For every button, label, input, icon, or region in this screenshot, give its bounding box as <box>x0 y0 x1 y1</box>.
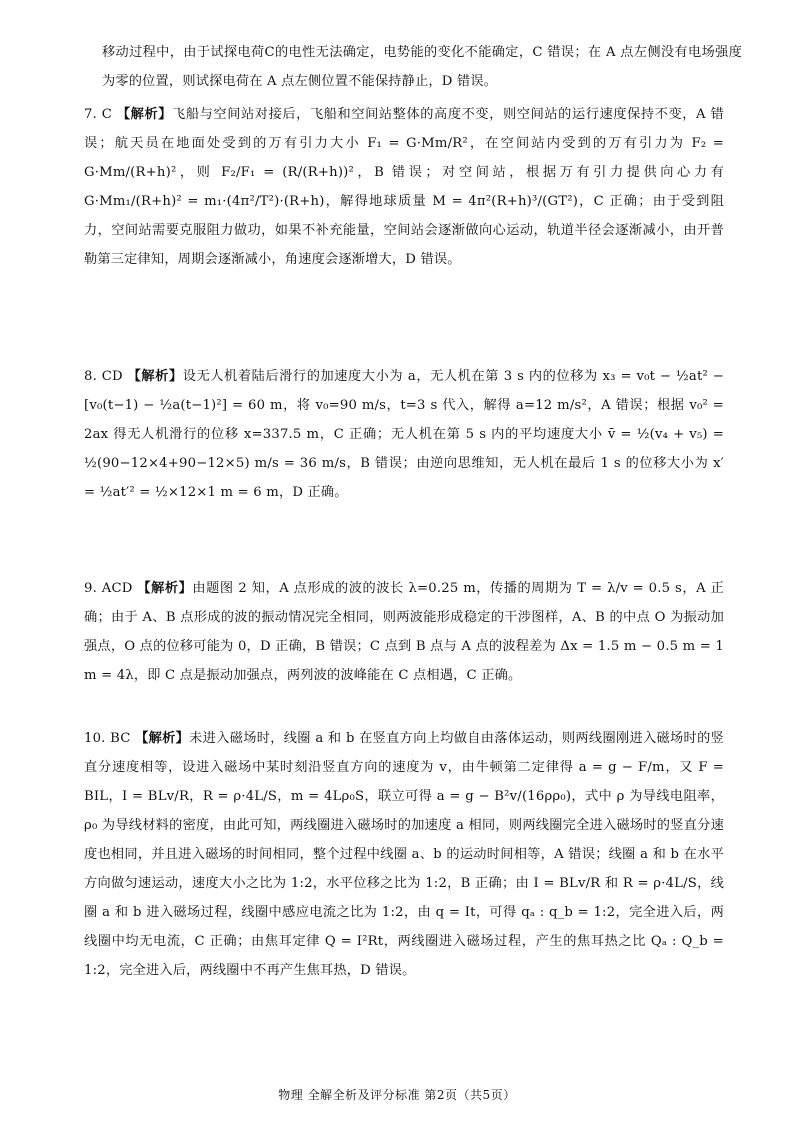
question-number: 10. <box>84 731 106 746</box>
answer-letters: CD <box>101 369 123 384</box>
paragraph-text: 移动过程中，由于试探电荷C的电性无法确定，电势能的变化不能确定，C 错误；在 A 点左侧没有电场强度为零的位置，则试探电荷在 A 点左侧位置不能保持静止，D 错误。 <box>102 45 742 89</box>
analysis-tag: 【解析】 <box>116 107 173 122</box>
analysis-tag: 【解析】 <box>127 369 183 384</box>
paragraph-q8 <box>84 362 724 507</box>
question-number: 9. <box>84 581 97 596</box>
question-number: 7. <box>84 107 97 122</box>
paragraph-text: 飞船与空间站对接后，飞船和空间站整体的高度不变，则空间站的运行速度保持不变，A 错误；航天员在地面处受到的万有引力大小 F₁ = G·Mm/R²，在空间站内受到的万有引力为 F₂ = G·Mm/(R+h)²，则 F₂/F₁ = (R/(R+h))²，B 错误；对空间站，根据万有引力提供向心力有 G·Mm₁/(R+h)² = m₁·(4π²/T²)·(R+h)，解得地球质量 M = 4π²(R+h)³/(GT²)，C 正确；由于受到阻力，空间站需要克服阻力做功，如果不补充能量，空间站会逐渐做向心运动，轨道半径会逐渐减小，由开普勒第三定律知，周期会逐渐减小，角速度会逐渐增大，D 错误。 <box>84 107 724 267</box>
paragraph-q10 <box>84 724 724 985</box>
paragraph-q7 <box>84 100 724 274</box>
paragraph-text: 设无人机着陆后滑行的加速度大小为 a，无人机在第 3 s 内的位移为 x₃ = v₀t − ½at² − [v₀(t−1) − ½a(t−1)²] = 60 m，将 v₀=90 m/s，t=3 s 代入，解得 a=12 m/s²，A 错误；根据 v₀² = 2ax 得无人机滑行的位移 x=337.5 m，C 正确；无人机在第 5 s 内的平均速度大小 v̄ = ½(v₄ + v₅) = ½(90−12×4+90−12×5) m/s = 36 m/s，B 错误；由逆向思维知，无人机在最后 1 s 的位移大小为 x′ = ½at′² = ½×12×1 m = 6 m，D 正确。 <box>84 369 724 500</box>
paragraph-q9 <box>84 574 724 690</box>
paragraph-text: 未进入磁场时，线圈 a 和 b 在竖直方向上均做自由落体运动，则两线圈刚进入磁场时的竖直分速度相等，设进入磁场中某时刻沿竖直方向的速度为 v，由牛顿第二定律得 a = g − F/m，又 F = BIL，I = BLv/R，R = ρ·4L/S，m = 4Lρ₀S，联立可得 a = g − B²v/(16ρρ₀)，式中 ρ 为导线电阻率，ρ₀ 为导线材料的密度，由此可知，两线圈进入磁场时的加速度 a 相同，则两线圈完全进入磁场时的竖直分速度也相同，并且进入磁场的时间相同，整个过程中线圈 a、b 的运动时间相等，A 错误；线圈 a 和 b 在水平方向做匀速运动，速度大小之比为 1:2，水平位移之比为 1:2，B 正确；由 I = BLv/R 和 R = ρ·4L/S，线圈 a 和 b 进入磁场过程，线圈中感应电流之比为 1:2，由 q = It，可得 qₐ : q_b = 1:2，完全进入后，两线圈中均无电流，C 正确；由焦耳定律 Q = I²Rt，两线圈进入磁场过程，产生的焦耳热之比 Qₐ : Q_b = 1:2，完全进入后，两线圈中不再产生焦耳热，D 错误。 <box>84 731 724 978</box>
answer-letters: BC <box>110 731 131 746</box>
analysis-tag: 【解析】 <box>135 731 190 746</box>
page-footer: 物理 全解全析及评分标准 第2页（共5页） <box>278 1088 516 1102</box>
paragraph-q6-tail <box>84 38 742 96</box>
answer-letters: C <box>101 107 113 122</box>
answer-letters: ACD <box>101 581 133 596</box>
paragraph-text: 由题图 2 知，A 点形成的波的波长 λ=0.25 m，传播的周期为 T = λ/v = 0.5 s，A 正确；由于 A、B 点形成的波的振动情况完全相同，则两波能形成稳定的干涉图样，A、B 的中点 O 为振动加强点，O 点的位移可能为 0，D 正确，B 错误；C 点到 B 点与 A 点的波程差为 Δx = 1.5 m − 0.5 m = 1 m = 4λ，即 C 点是振动加强点，两列波的波峰能在 C 点相遇，C 正确。 <box>84 581 724 683</box>
analysis-tag: 【解析】 <box>137 581 193 596</box>
question-number: 8. <box>84 369 97 384</box>
